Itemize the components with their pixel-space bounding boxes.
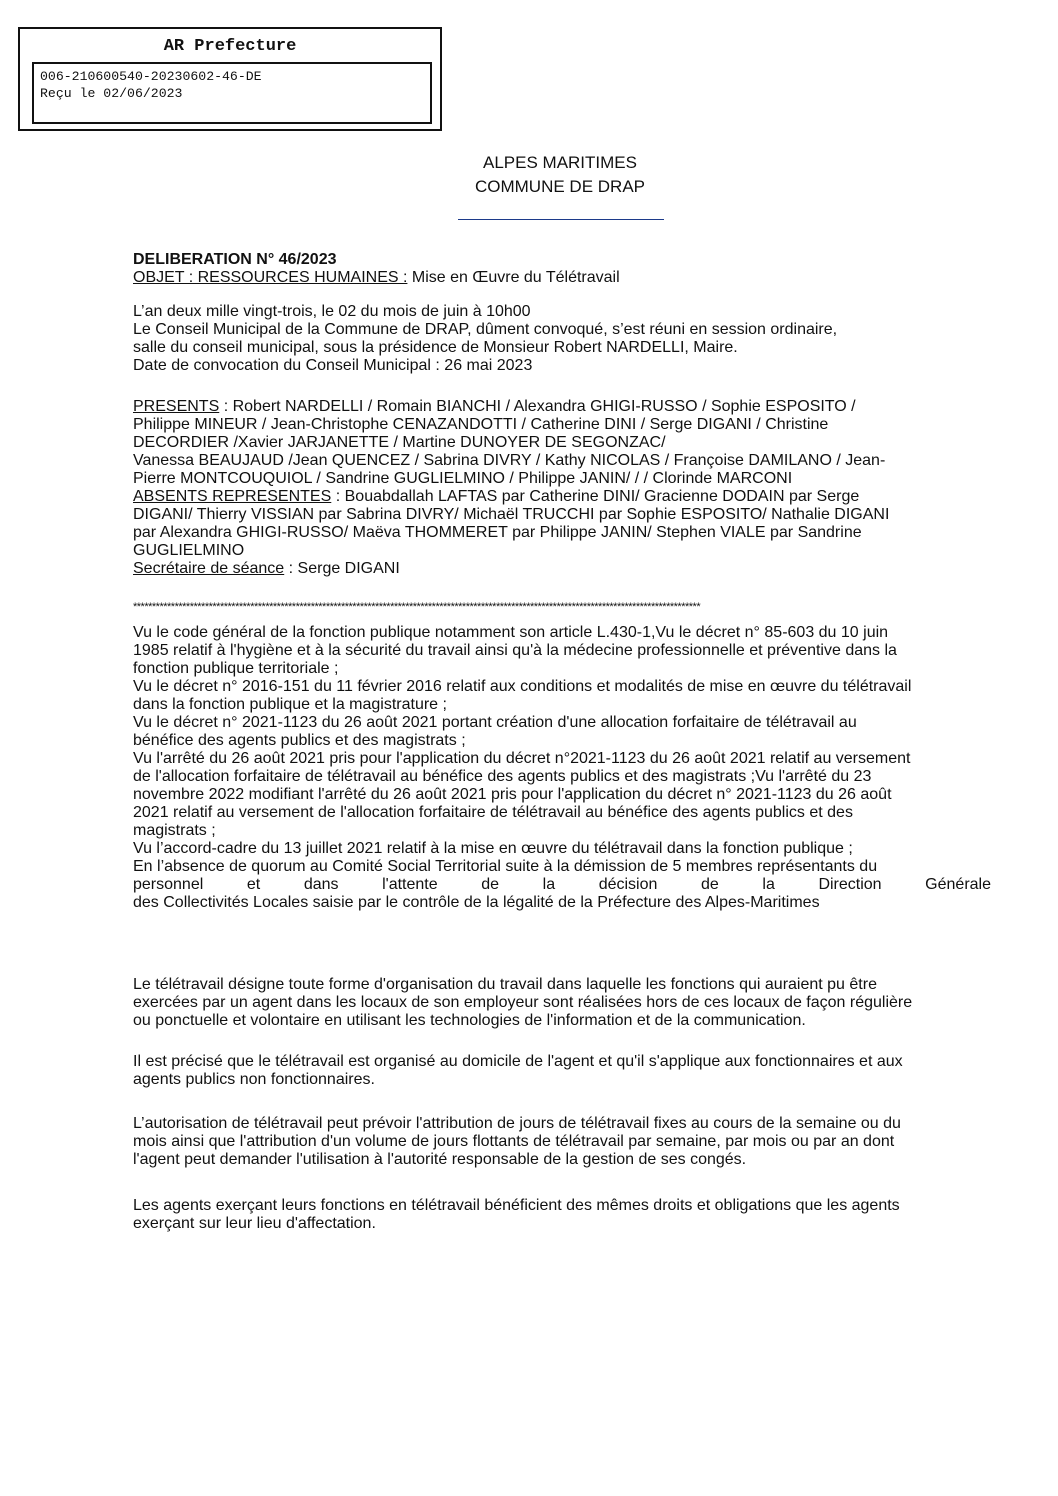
- stamp-title: AR Prefecture: [163, 37, 297, 56]
- paragraph-line: Les agents exerçant leurs fonctions en télétravail bénéficient des mêmes droits et obligations que les agents: [133, 1197, 900, 1214]
- visa-line: dans la fonction publique et la magistrature ;: [133, 696, 447, 713]
- object-text: Mise en Œuvre du Télétravail: [407, 269, 620, 286]
- intro-line: Le Conseil Municipal de la Commune de DRAP, dûment convoqué, s’est réuni en session ordinaire,: [133, 321, 838, 338]
- presents-text: : Robert NARDELLI / Romain BIANCHI / Alexandra GHIGI-RUSSO / Sophie ESPOSITO /: [219, 398, 856, 415]
- visa-line: Vu le décret n° 2021-1123 du 26 août 2021 portant création d'une allocation forfaitaire de télétravail au: [133, 714, 857, 731]
- paragraph-line: exerçant sur leur lieu d'affectation.: [133, 1215, 376, 1232]
- visa-line: personnel et dans l'attente de la décision de la Direction Générale: [133, 876, 991, 893]
- paragraph-line: Il est précisé que le télétravail est organisé au domicile de l'agent et qu'il s'applique aux fonctionnaires et aux: [133, 1053, 903, 1070]
- visa-line: 1985 relatif à l'hygiène et à la sécurité du travail ainsi qu'à la médecine professionnelle et préventive dans la: [133, 642, 897, 659]
- paragraph-line: exercées par un agent dans les locaux de son employeur sont réalisées hors de ces locaux de façon régulière: [133, 994, 913, 1011]
- absents-text: : Bouabdallah LAFTAS par Catherine DINI/ Gracienne DODAIN par Serge: [331, 488, 860, 505]
- absents-line: GUGLIELMINO: [133, 542, 245, 559]
- paragraph-line: Le télétravail désigne toute forme d'organisation du travail dans laquelle les fonctions qui auraient pu être: [133, 976, 877, 993]
- visa-line: des Collectivités Locales saisie par le contrôle de la légalité de la Préfecture des Alpes-Maritimes: [133, 894, 820, 911]
- stamp-details: [32, 62, 432, 124]
- deliberation-object: [133, 269, 991, 287]
- visa-line: Vu le décret n° 2016-151 du 11 février 2016 relatif aux conditions et modalités de mise en œuvre du télétravail: [133, 678, 912, 695]
- presents-line: Pierre MONTCOUQUIOL / Sandrine GUGLIELMINO / Philippe JANIN/ / / Clorinde MARCONI: [133, 470, 793, 487]
- stamp-reference: 006-210600540-20230602-46-DE: [40, 69, 262, 84]
- intro-line: Date de convocation du Conseil Municipal : 26 mai 2023: [133, 357, 533, 374]
- header-commune: COMMUNE DE DRAP: [474, 177, 645, 196]
- visa-line: fonction publique territoriale ;: [133, 660, 339, 677]
- deliberation-title: [133, 251, 991, 287]
- presents-line: Philippe MINEUR / Jean-Christophe CENAZANDOTTI / Catherine DINI / Serge DIGANI / Christine: [133, 416, 829, 433]
- paragraph-line: agents publics non fonctionnaires.: [133, 1071, 375, 1088]
- presents-line: Vanessa BEAUJAUD /Jean QUENCEZ / Sabrina DIVRY / Kathy NICOLAS / Françoise DAMILANO / Jean-: [133, 452, 886, 469]
- visa-line: Vu l’accord-cadre du 13 juillet 2021 relatif à la mise en œuvre du télétravail dans la fonction publique ;: [133, 840, 853, 857]
- header-department: ALPES MARITIMES: [483, 153, 637, 172]
- secretaire-label: Secrétaire de séance: [133, 560, 285, 577]
- paragraph-line: ou ponctuelle et volontaire en utilisant les technologies de l'information et de la communication.: [133, 1012, 806, 1029]
- visas-section: [133, 624, 991, 912]
- visa-line: 2021 relatif au versement de l'allocation forfaitaire de télétravail au bénéfice des agents publics et des: [133, 804, 853, 821]
- paragraph-line: l'agent peut demander l'utilisation à l'autorité responsable de la gestion de ses congés.: [133, 1151, 747, 1168]
- deliberation-number: DELIBERATION N° 46/2023: [133, 251, 337, 268]
- stamp-received-date: Reçu le 02/06/2023: [40, 86, 183, 101]
- visa-line: Vu l'arrêté du 26 août 2021 pris pour l'application du décret n°2021-1123 du 26 août 2021 relatif au versement: [133, 750, 911, 767]
- visa-line: novembre 2022 modifiant l'arrêté du 26 août 2021 pris pour l'application du décret n° 2021-1123 du 26 août: [133, 786, 892, 803]
- object-label: OBJET : RESSOURCES HUMAINES :: [133, 269, 408, 286]
- absents-line: par Alexandra GHIGI-RUSSO/ Maëva THOMMERET par Philippe JANIN/ Stephen VIALE par Sandrine: [133, 524, 862, 541]
- visa-line: Vu le code général de la fonction publique notamment son article L.430-1,Vu le décret n° 85-603 du 10 juin: [133, 624, 889, 641]
- presents-line: DECORDIER /Xavier JARJANETTE / Martine DUNOYER DE SEGONZAC/: [133, 434, 666, 451]
- paragraph-line: mois ainsi que l'attribution d'un volume de jours flottants de télétravail par semaine, par mois ou par an dont: [133, 1133, 895, 1150]
- visa-line: En l’absence de quorum au Comité Social Territorial suite à la démission de 5 membres représentants du: [133, 858, 878, 875]
- absents-line: [133, 488, 991, 506]
- presents-line: [133, 398, 991, 416]
- secretaire-value: : Serge DIGANI: [284, 560, 400, 577]
- intro-line: salle du conseil municipal, sous la présidence de Monsieur Robert NARDELLI, Maire.: [133, 339, 738, 356]
- attendance-section: [133, 398, 991, 578]
- presents-label: PRESENTS: [133, 398, 220, 415]
- visa-line: magistrats ;: [133, 822, 216, 839]
- visa-line: bénéfice des agents publics et des magistrats ;: [133, 732, 466, 749]
- absents-label: ABSENTS REPRESENTES: [133, 488, 332, 505]
- paragraph-droits: [133, 1197, 991, 1233]
- prefecture-stamp: [18, 27, 442, 131]
- asterisk-separator: ******************************************************************************************************************************************************: [133, 601, 701, 613]
- paragraph-autorisation: [133, 1115, 991, 1169]
- secretaire-line: [133, 560, 991, 578]
- paragraph-line: L’autorisation de télétravail peut prévoir l'attribution de jours de télétravail fixes au cours de la semaine ou du: [133, 1115, 901, 1132]
- header-divider: [458, 219, 664, 220]
- paragraph-definition: [133, 976, 991, 1030]
- visa-line: de l'allocation forfaitaire de télétravail au bénéfice des agents publics et des magistrats ;Vu l'arrêté du 23: [133, 768, 872, 785]
- session-intro: [133, 303, 991, 375]
- intro-line: L’an deux mille vingt-trois, le 02 du mois de juin à 10h00: [133, 303, 531, 320]
- paragraph-domicile: [133, 1053, 991, 1089]
- absents-line: DIGANI/ Thierry VISSIAN par Sabrina DIVRY/ Michaël TRUCCHI par Sophie ESPOSITO/ Nathalie DIGANI: [133, 506, 890, 523]
